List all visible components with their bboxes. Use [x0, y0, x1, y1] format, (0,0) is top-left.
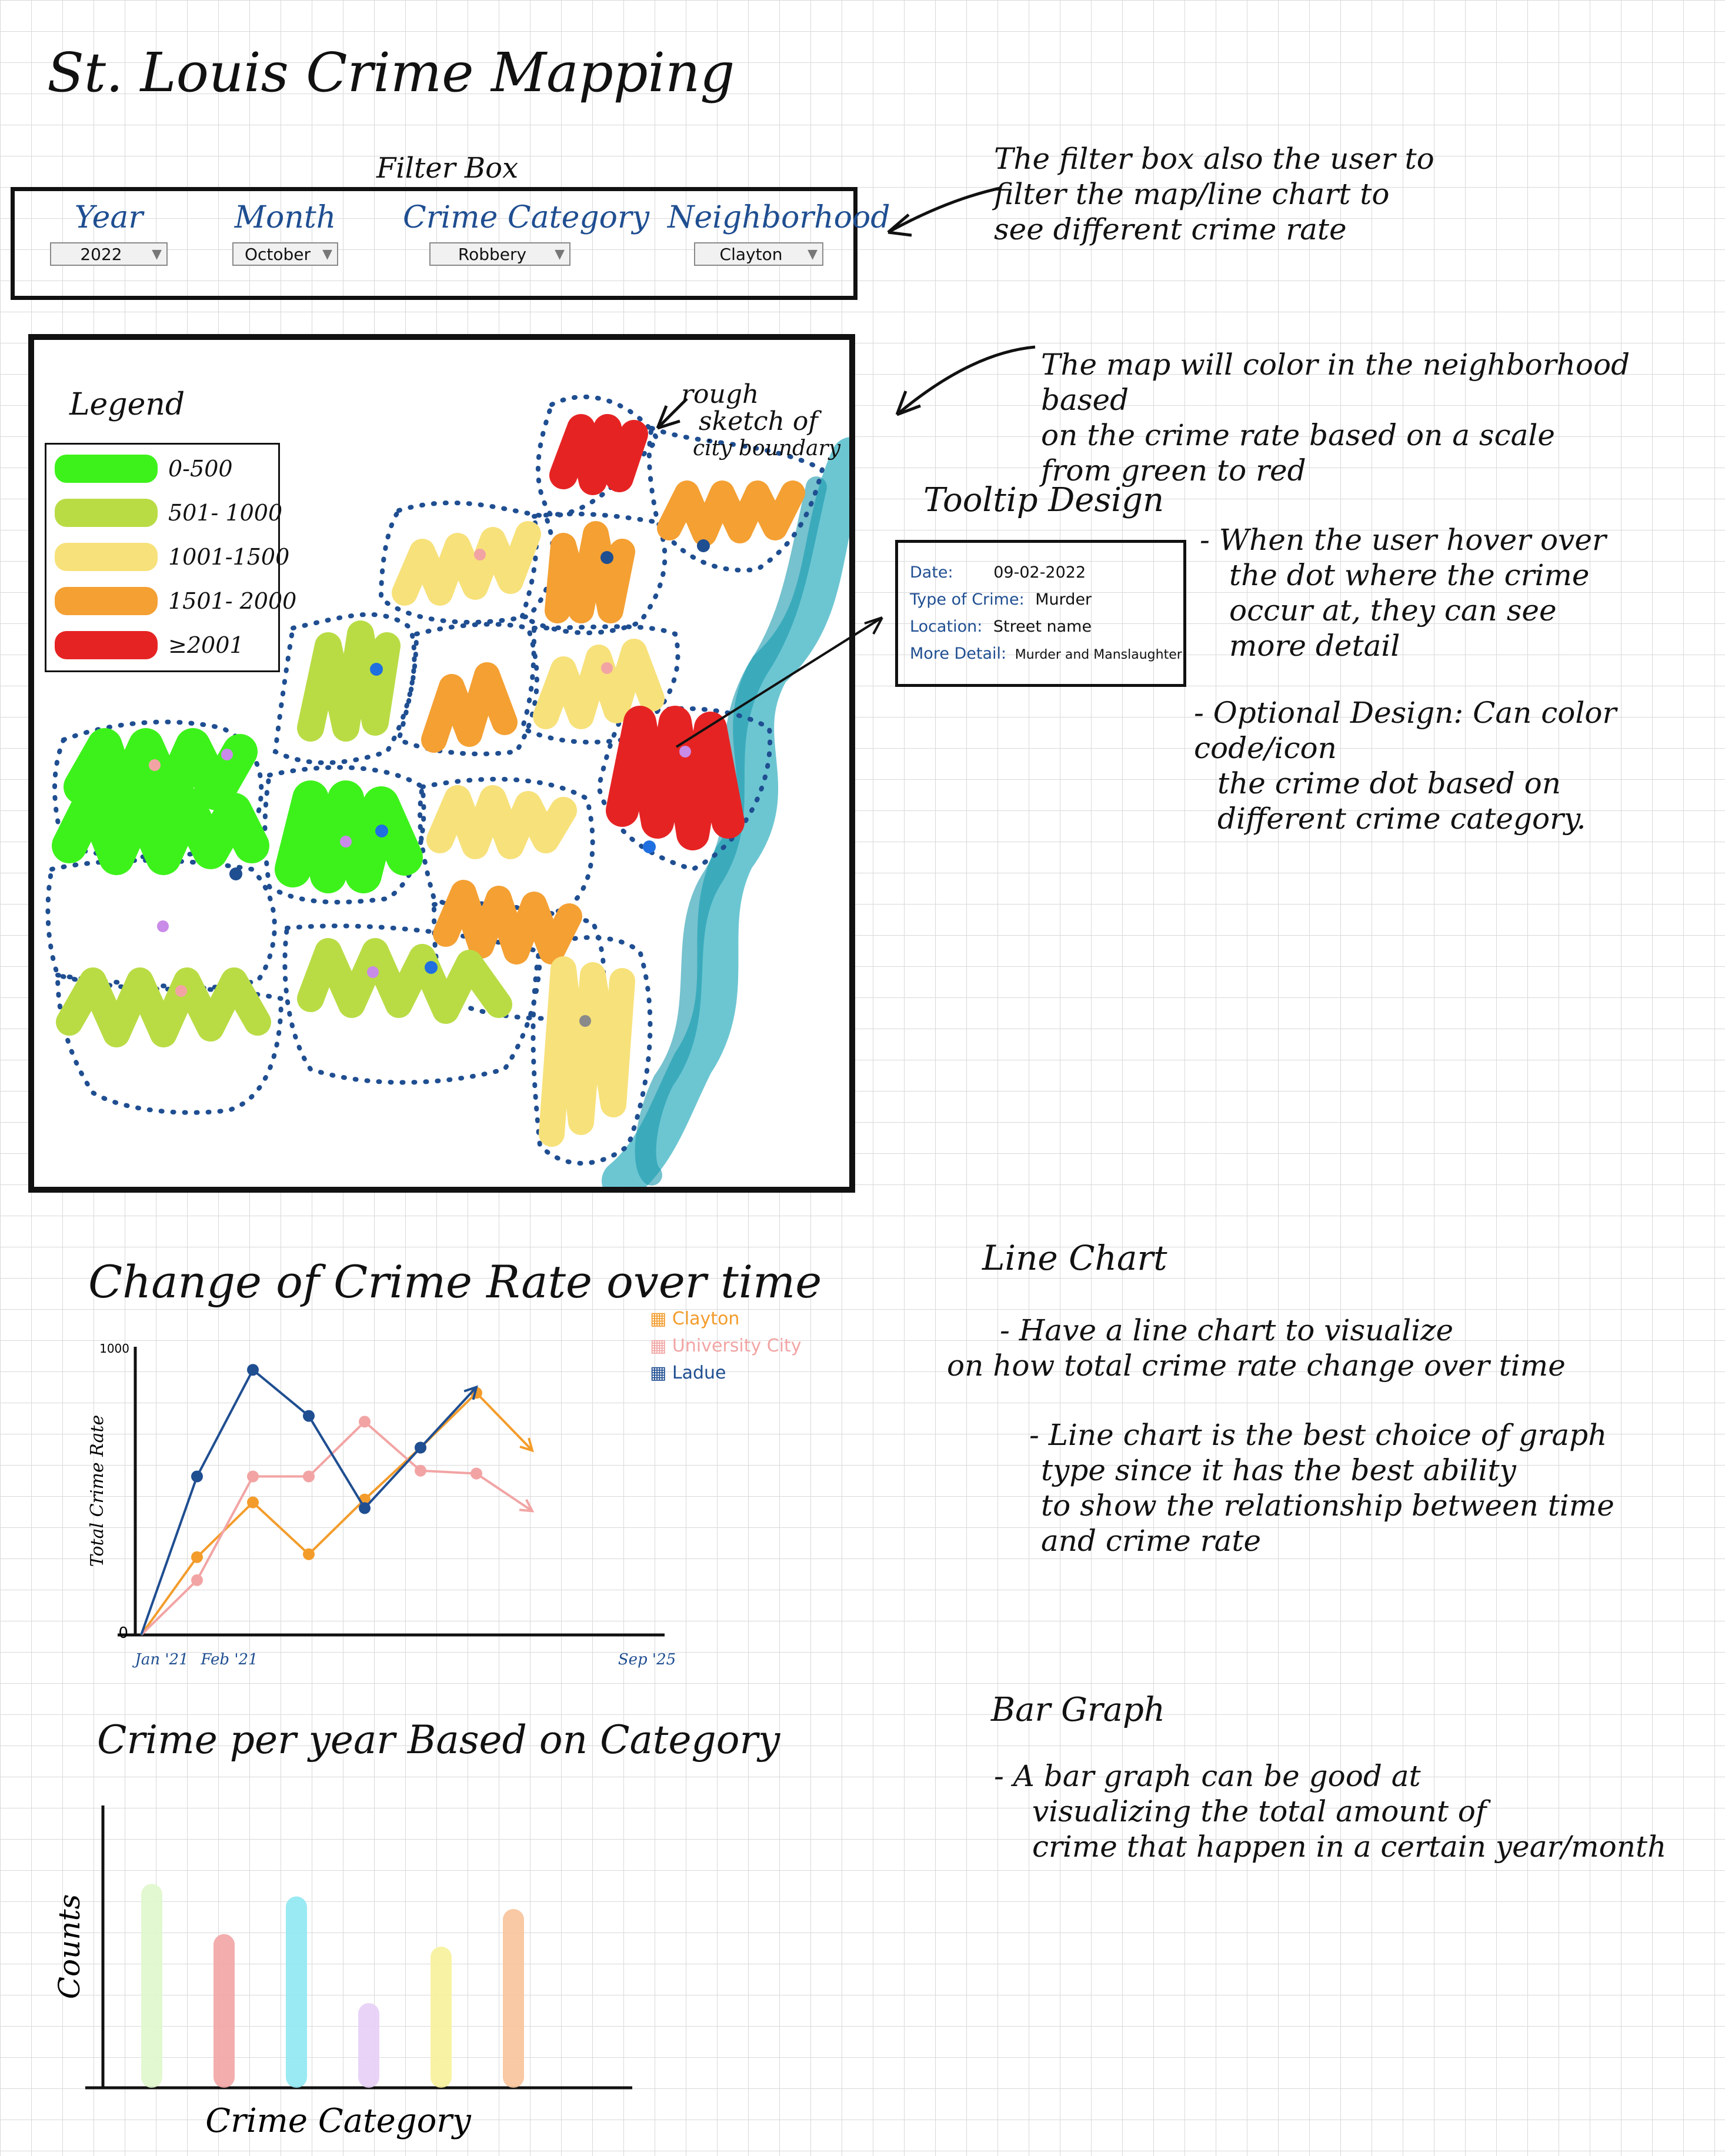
crime-dot — [425, 961, 438, 974]
legend-label: 1001-1500 — [168, 544, 290, 570]
neighborhood-fill — [440, 799, 563, 846]
x-axis-label: Crime Category — [205, 2102, 471, 2140]
legend-item — [55, 584, 296, 618]
line-chart-note-line: type since it has the best ability — [1041, 1453, 1516, 1487]
x-tick-label: Sep '25 — [618, 1651, 676, 1668]
legend-title: Legend — [69, 387, 185, 422]
line-chart-title: Change of Crime Rate over time — [88, 1256, 822, 1308]
legend-label: 1501- 2000 — [168, 588, 297, 614]
neighborhood-select-value: Clayton — [719, 245, 783, 264]
legend-label: Clayton — [672, 1309, 740, 1329]
filter-note — [994, 141, 1434, 247]
tooltip-row-location — [910, 613, 1172, 640]
tooltip-value: Street name — [993, 618, 1092, 636]
tooltip-note-line: different crime category. — [1217, 802, 1586, 836]
legend-swatch — [55, 499, 158, 527]
crime-dot — [375, 825, 388, 837]
bar-chart[interactable] — [47, 1788, 665, 2141]
filter-year — [50, 200, 168, 266]
year-select-value: 2022 — [80, 245, 122, 264]
tooltip-value: 09-02-2022 — [993, 563, 1086, 582]
series-point-1 — [303, 1471, 315, 1483]
x-tick-label: Jan '21 — [135, 1651, 189, 1668]
series-point-2 — [247, 1364, 259, 1376]
page-title: St. Louis Crime Mapping — [47, 41, 735, 104]
crime-dot — [229, 867, 242, 880]
series-point-1 — [191, 1574, 203, 1586]
bar — [141, 1884, 162, 2088]
boundary-note-line: rough — [681, 379, 759, 409]
series-point-2 — [303, 1410, 315, 1422]
filter-month-label: Month — [234, 200, 336, 235]
y-axis-label: Total Crime Rate — [87, 1414, 108, 1567]
filter-crime-category-label: Crime Category — [403, 200, 650, 235]
crime-dot — [149, 759, 161, 771]
legend-label: Ladue — [672, 1363, 726, 1383]
crime-dot — [370, 663, 383, 676]
tooltip-note-line: more detail — [1229, 629, 1400, 663]
filter-month — [226, 200, 344, 266]
legend-label: University City — [672, 1336, 802, 1356]
map-note-line: from green to red — [1041, 453, 1306, 488]
line-chart[interactable] — [76, 1329, 694, 1682]
tooltip-pointer — [665, 606, 894, 759]
tooltip-note-line: occur at, they can see — [1229, 593, 1557, 628]
filter-note-line: filter the map/line chart to — [994, 177, 1390, 211]
neighborhood-select[interactable] — [694, 242, 823, 266]
series-point-1 — [415, 1465, 426, 1477]
legend-label: ≥2001 — [168, 632, 244, 658]
legend-swatch — [55, 631, 158, 659]
filter-box-label: Filter Box — [376, 152, 519, 185]
boundary-note-line: sketch of — [699, 406, 818, 436]
series-line-2 — [141, 1370, 476, 1635]
legend-label: 0-500 — [168, 456, 233, 482]
series-point-1 — [359, 1416, 371, 1427]
legend-item-university-city: ▦ University City — [650, 1336, 802, 1356]
boundary-note — [681, 381, 840, 462]
neighborhood-fill — [563, 428, 634, 481]
tooltip-row-detail — [910, 640, 1182, 669]
crime-dot — [643, 840, 656, 853]
neighborhood-fill — [311, 634, 387, 728]
tooltip-note-optional — [1194, 695, 1725, 836]
bar-chart-note-line: crime that happen in a certain year/month — [1032, 1830, 1667, 1864]
neighborhood-fill — [446, 893, 569, 952]
tooltip-value: Murder — [1035, 590, 1092, 609]
crime-dot — [579, 1015, 591, 1027]
bar-chart-note-line: visualizing the total amount of — [1032, 1794, 1487, 1828]
line-chart-note-line: on how total crime rate change over time — [947, 1349, 1566, 1383]
bar — [431, 1947, 452, 2088]
crime-dot — [175, 985, 187, 997]
legend-swatch — [55, 587, 158, 615]
month-select-value: October — [244, 245, 311, 264]
crime-dot — [157, 920, 169, 932]
filter-neighborhood-label: Neighborhood — [668, 200, 890, 235]
crime-dot — [340, 836, 352, 847]
legend-label: 501- 1000 — [168, 500, 283, 526]
legend-item — [55, 452, 233, 486]
series-point-1 — [471, 1468, 482, 1480]
legend-swatch — [55, 543, 158, 571]
series-point-2 — [359, 1502, 371, 1514]
tooltip-note-line: the crime dot based on — [1217, 766, 1561, 800]
map-note-line: on the crime rate based on a scale — [1041, 418, 1555, 452]
neighborhood-fill — [669, 493, 793, 534]
legend-item-ladue: ▦ Ladue — [650, 1363, 726, 1383]
line-chart-note-line: to show the relationship between time — [1041, 1488, 1614, 1523]
series-point-2 — [191, 1471, 203, 1483]
dropdown-arrow-icon: ▼ — [152, 247, 162, 262]
tooltip-note-hover — [1200, 522, 1606, 663]
y-axis-label: Counts — [52, 1894, 86, 2000]
line-chart-legend — [650, 1306, 802, 1387]
crime-dot — [697, 539, 710, 552]
bar — [358, 2003, 379, 2088]
bar-chart-note — [994, 1758, 1666, 1864]
tooltip-key: Type of Crime: — [910, 590, 1025, 609]
dropdown-arrow-icon: ▼ — [322, 247, 332, 262]
tooltip-key: Date: — [910, 563, 953, 582]
tooltip-box — [895, 540, 1186, 687]
neighborhood-fill — [552, 969, 622, 1134]
line-chart-note-line: - Line chart is the best choice of graph — [1029, 1418, 1607, 1452]
crime-dot — [367, 966, 379, 978]
neighborhood-fill — [69, 799, 252, 857]
tooltip-key: More Detail: — [910, 645, 1007, 663]
neighborhood-fill — [311, 952, 499, 1010]
filter-note-line: The filter box also the user to — [994, 142, 1434, 176]
arrow-icon — [876, 176, 1012, 247]
tooltip-note-line: - When the user hover over — [1200, 523, 1606, 557]
bar — [286, 1897, 307, 2088]
neighborhood-fill — [558, 534, 622, 610]
legend-item-clayton: ▦ Clayton — [650, 1309, 740, 1329]
legend-item — [55, 496, 282, 530]
dropdown-arrow-icon: ▼ — [808, 247, 818, 262]
neighborhood-fill — [434, 675, 505, 740]
y-tick-label: 1000 — [99, 1341, 129, 1356]
x-tick-label: Feb '21 — [201, 1651, 258, 1668]
bar — [213, 1934, 235, 2088]
series-point-1 — [247, 1471, 259, 1483]
filter-year-label: Year — [74, 200, 144, 235]
tooltip-row-date — [910, 559, 1172, 586]
y-tick-label: 0 — [118, 1624, 128, 1642]
filter-note-line: see different crime rate — [994, 212, 1347, 246]
crime-dot — [600, 551, 613, 564]
series-point-2 — [415, 1442, 426, 1454]
tooltip-value: Murder and Manslaughter — [1015, 648, 1182, 662]
map-legend — [45, 443, 297, 672]
series-point-0 — [191, 1551, 203, 1563]
arrow-icon — [882, 341, 1047, 423]
bar — [503, 1909, 524, 2088]
crime-category-select-value: Robbery — [458, 245, 527, 264]
series-point-0 — [247, 1497, 259, 1508]
bar-chart-note-line: - A bar graph can be good at — [994, 1759, 1421, 1793]
tooltip-note-line: the dot where the crime — [1229, 558, 1590, 592]
tooltip-design-title: Tooltip Design — [923, 481, 1165, 519]
month-select[interactable] — [232, 242, 338, 266]
line-chart-note-line: - Have a line chart to visualize — [1000, 1313, 1454, 1347]
filter-crime-category — [403, 200, 650, 266]
year-select[interactable] — [50, 242, 168, 266]
filter-box — [11, 187, 890, 300]
series-point-0 — [303, 1548, 315, 1560]
line-chart-side-title: Line Chart — [982, 1238, 1167, 1278]
dropdown-arrow-icon: ▼ — [555, 247, 565, 262]
neighborhood-fill — [69, 981, 258, 1034]
crime-dot — [474, 549, 486, 560]
bar-chart-title: Crime per year Based on Category — [97, 1717, 780, 1763]
tooltip-key: Location: — [910, 618, 983, 636]
map-note — [1041, 347, 1725, 488]
line-chart-note-1 — [947, 1313, 1566, 1383]
line-chart-note-line: and crime rate — [1041, 1524, 1262, 1558]
bar-chart-side-title: Bar Graph — [991, 1691, 1165, 1729]
crime-dot — [221, 749, 233, 760]
series-arrow-1 — [519, 1500, 532, 1511]
legend-item — [55, 628, 244, 662]
tooltip-note-line: - Optional Design: Can color code/icon — [1194, 696, 1617, 765]
series-line-0 — [141, 1393, 532, 1635]
legend-item — [55, 540, 289, 574]
crime-dot — [601, 662, 613, 674]
crime-category-select[interactable] — [429, 242, 570, 266]
boundary-note-line: city boundary — [693, 436, 841, 460]
crime-map[interactable] — [28, 334, 855, 1193]
neighborhood-fill — [405, 534, 528, 593]
line-chart-note-2 — [1029, 1417, 1614, 1558]
legend-swatch — [55, 455, 158, 483]
filter-neighborhood — [668, 200, 890, 266]
map-note-line: The map will color in the neighborhood based — [1041, 348, 1630, 417]
tooltip-row-type — [910, 586, 1172, 613]
